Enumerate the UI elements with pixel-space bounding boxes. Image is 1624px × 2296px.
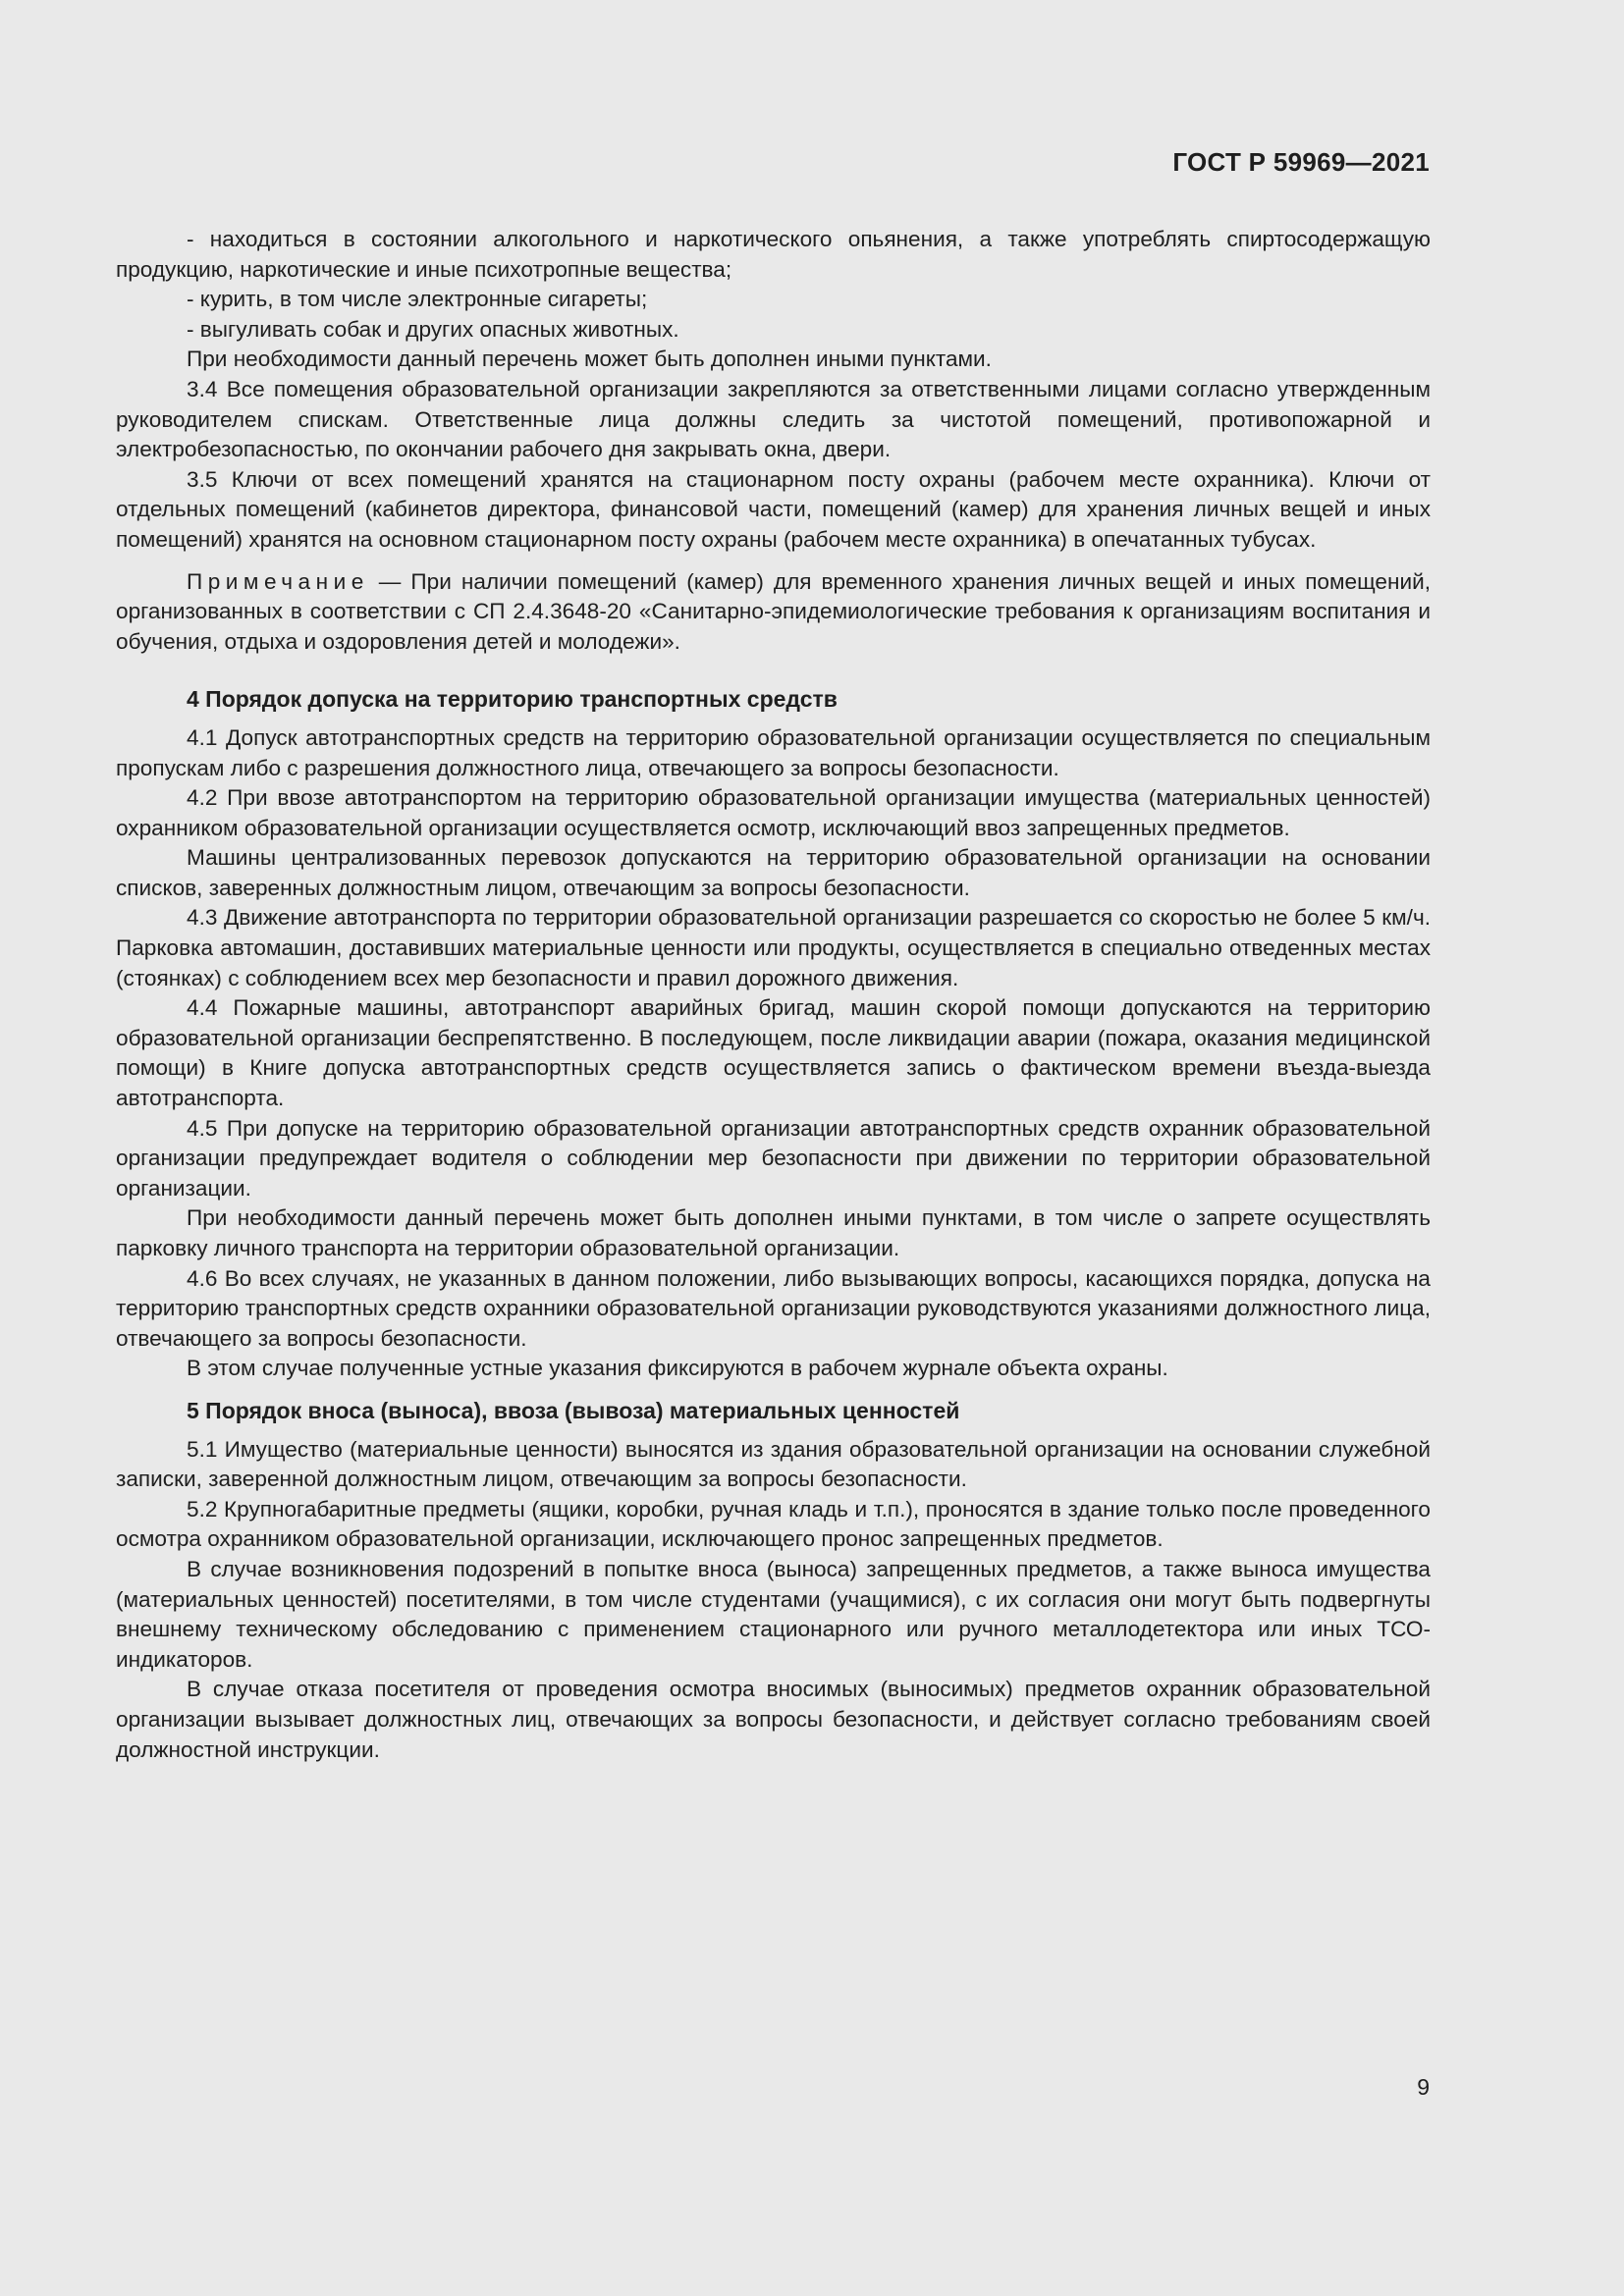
note-label: Примечание <box>187 568 369 594</box>
note-paragraph <box>116 567 1431 658</box>
paragraph-4-1: 4.1 Допуск автотранспортных средств на территорию образовательной организации осуществляется по специальным пропускам либо с разрешения должностного лица, отвечающего за вопросы безопасности. <box>116 724 1431 780</box>
paragraph-4-5-cont: При необходимости данный перечень может быть дополнен иными пунктами, в том числе о запрете осуществлять парковку личного транспорта на территории образовательной организации. <box>116 1205 1431 1260</box>
document-body <box>116 225 1431 1765</box>
document-standard-header: ГОСТ Р 59969—2021 <box>1172 147 1430 177</box>
paragraph-4-2: 4.2 При ввозе автотранспортом на территорию образовательной организации имущества (материальных ценностей) охранником образовательной организации осуществляется осмотр, исключающий ввоз запрещенных предметов. <box>116 785 1431 840</box>
section-5-title: 5 Порядок вноса (выноса), ввоза (вывоза) материальных ценностей <box>187 1397 960 1423</box>
note-text: — При наличии помещений (камер) для временного хранения личных вещей и иных помещений, организованных в соответствии с СП 2.4.3648-20 «Санитарно-эпидемиологические требования к организациям воспитания и обучения, отдыха и оздоровления детей и молодежи». <box>116 568 1431 654</box>
paragraph-5-1: 5.1 Имущество (материальные ценности) выносятся из здания образовательной организации на основании служебной записки, заверенной должностным лицом, отвечающим за вопросы безопасности. <box>116 1436 1431 1492</box>
paragraph-list-extension: При необходимости данный перечень может быть дополнен иными пунктами. <box>187 347 992 372</box>
paragraph-3-5: 3.5 Ключи от всех помещений хранятся на стационарном посту охраны (рабочем месте охранника). Ключи от отдельных помещений (кабинетов директора, финансовой части, помещений (камер) для хранения личных вещей и иных помещений) хранятся на основном стационарном посту охраны (рабочем месте охранника) в опечатанных тубусах. <box>116 466 1431 552</box>
paragraph-4-3: 4.3 Движение автотранспорта по территории образовательной организации разрешается со скоростью не более 5 км/ч. Парковка автомашин, доставивших материальные ценности или продукты, осуществляется в специально отведенных местах (стоянках) с соблюдением всех мер безопасности и правил дорожного движения. <box>116 905 1431 990</box>
paragraph-3-4: 3.4 Все помещения образовательной организации закрепляются за ответственными лицами согласно утвержденным руководителем спискам. Ответственные лица должны следить за чистотой помещений, противопожарной и электробезопасностью, по окончании рабочего дня закрывать окна, двери. <box>116 376 1431 462</box>
paragraph-5-2-cont: В случае возникновения подозрений в попытке вноса (выноса) запрещенных предметов, а также выноса имущества (материальных ценностей) посетителями, в том числе студентами (учащимися), с их согласия они могут быть подвергнуты внешнему техническому обследованию с применением стационарного или ручного металлодетектора или иных ТСО-индикаторов. <box>116 1556 1431 1672</box>
paragraph-4-6: 4.6 Во всех случаях, не указанных в данном положении, либо вызывающих вопросы, касающихся порядка, допуска на территорию транспортных средств охранники образовательной организации руководствуются указаниями должностного лица, отвечающего за вопросы безопасности. <box>116 1265 1431 1351</box>
section-4-title: 4 Порядок допуска на территорию транспортных средств <box>187 686 838 713</box>
paragraph-5-2-refusal: В случае отказа посетителя от проведения осмотра вносимых (выносимых) предметов охранник образовательной организации вызывает должностных лиц, отвечающих за вопросы безопасности, и действует согласно требованиям своей должностной инструкции. <box>116 1677 1431 1762</box>
list-item-alcohol: - находиться в состоянии алкогольного и наркотического опьянения, а также употреблять спиртосодержащую продукцию, наркотические и иные психотропные вещества; <box>116 227 1431 282</box>
paragraph-5-2: 5.2 Крупногабаритные предметы (ящики, коробки, ручная кладь и т.п.), проносятся в здание только после проведенного осмотра охранником образовательной организации, исключающего пронос запрещенных предметов. <box>116 1496 1431 1552</box>
paragraph-4-2-cont: Машины централизованных перевозок допускаются на территорию образовательной организации на основании списков, заверенных должностным лицом, отвечающим за вопросы безопасности. <box>116 845 1431 900</box>
page-number: 9 <box>1417 2074 1430 2100</box>
list-item-smoking: - курить, в том числе электронные сигареты; <box>187 287 648 312</box>
paragraph-4-6-cont: В этом случае полученные устные указания фиксируются в рабочем журнале объекта охраны. <box>187 1356 1168 1381</box>
list-item-dogs: - выгуливать собак и других опасных животных. <box>187 316 679 342</box>
paragraph-4-5: 4.5 При допуске на территорию образовательной организации автотранспортных средств охранник образовательной организации предупреждает водителя о соблюдении мер безопасности при движении по территории образовательной организации. <box>116 1115 1431 1201</box>
paragraph-4-4: 4.4 Пожарные машины, автотранспорт аварийных бригад, машин скорой помощи допускаются на территорию образовательной организации беспрепятственно. В последующем, после ликвидации аварии (пожара, оказания медицинской помощи) в Книге допуска автотранспортных средств осуществляется запись о фактическом времени въезда-выезда автотранспорта. <box>116 995 1431 1111</box>
